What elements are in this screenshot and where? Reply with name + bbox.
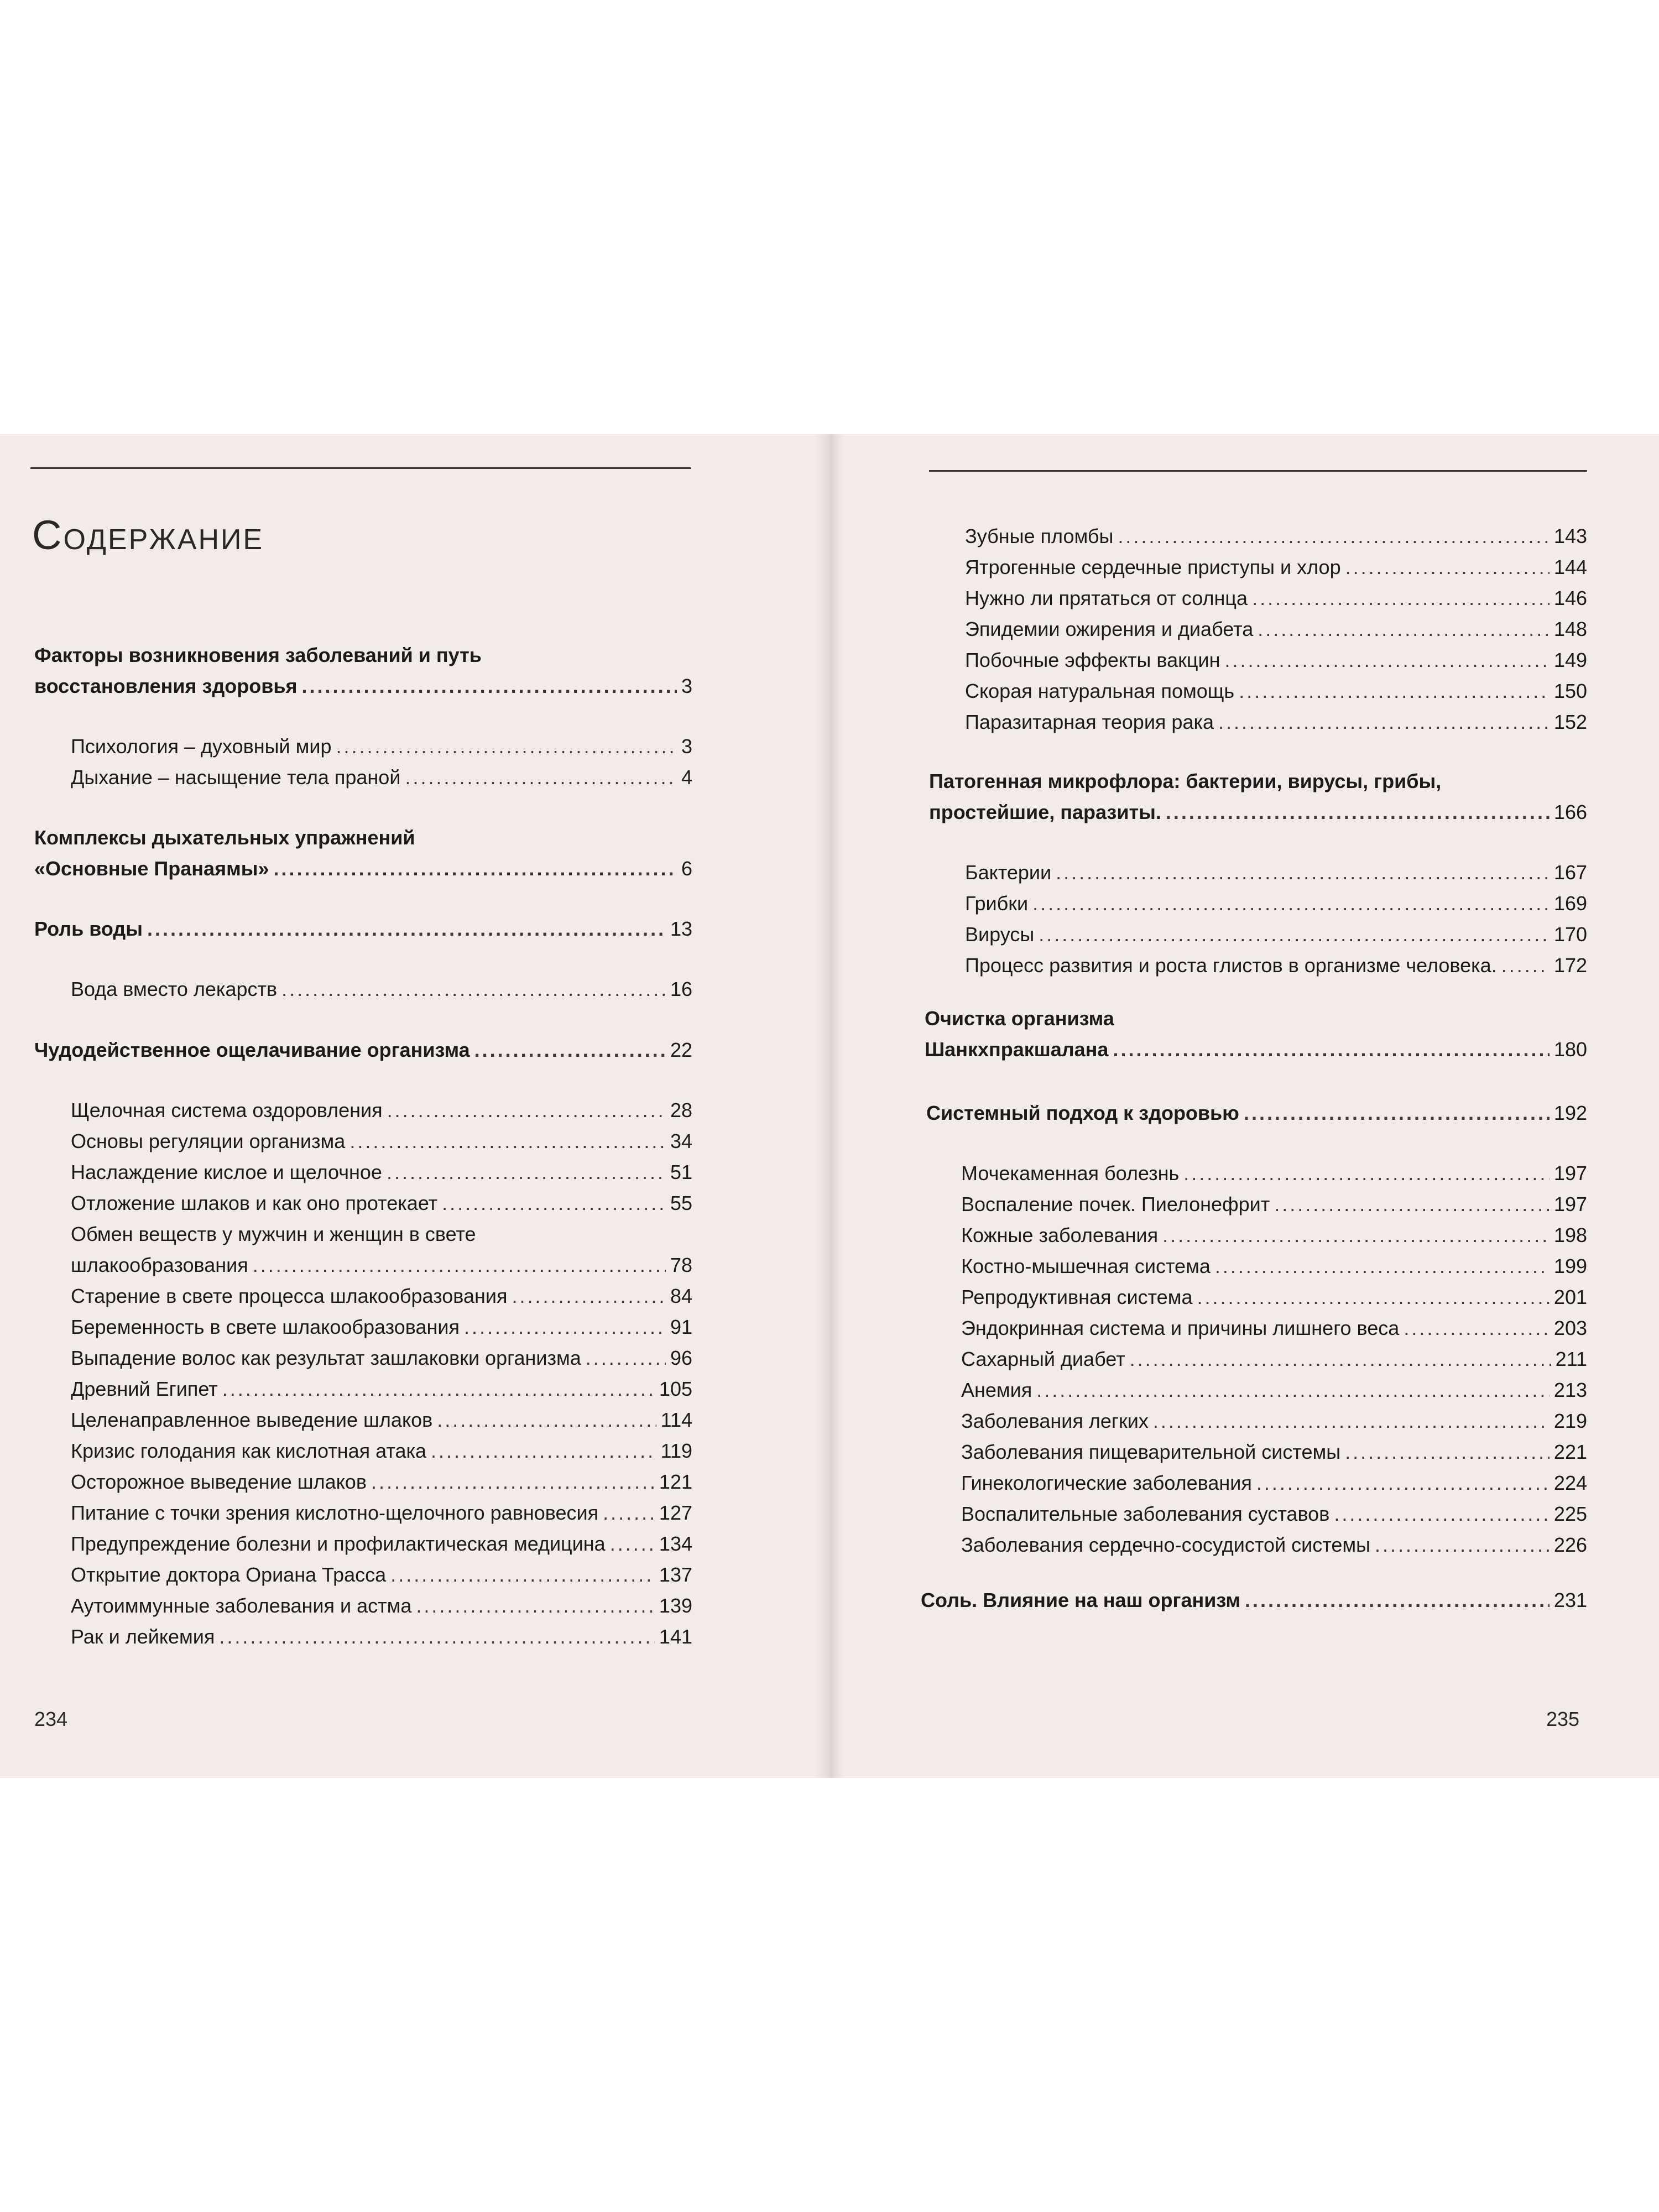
toc-entry-title: Мочекаменная болезнь: [961, 1162, 1180, 1185]
toc-entry: [71, 1281, 692, 1312]
toc-leader-dots: [1404, 1313, 1550, 1344]
toc-leader-dots: [1153, 1406, 1550, 1437]
book-gutter: [816, 434, 844, 1778]
toc-entry-title: Дыхание – насыщение тела праной: [71, 766, 401, 789]
toc-entry: [961, 1220, 1587, 1251]
toc-entry: [71, 1188, 692, 1219]
toc-leader-dots: [1252, 583, 1550, 614]
toc-entry-title: Вирусы: [965, 923, 1035, 946]
header-rule-left: [30, 467, 691, 469]
toc-entry-page: 51: [670, 1161, 692, 1183]
toc-entry-title: Анемия: [961, 1379, 1032, 1401]
toc-entry: [71, 1498, 692, 1528]
toc-entry-title: Вода вместо лекарств: [71, 978, 278, 1000]
toc-heading-entry: [929, 797, 1587, 828]
toc-entry-title: Системный подход к здоровью: [926, 1102, 1239, 1124]
toc-entry-page: 201: [1553, 1286, 1587, 1308]
toc-entry-page: 6: [681, 857, 692, 880]
toc-entry-title: восстановления здоровья: [34, 675, 298, 697]
toc-entry-page: 170: [1553, 923, 1587, 946]
toc-entry-title: простейшие, паразиты.: [929, 801, 1161, 823]
toc-entry-title: шлакообразования: [71, 1254, 248, 1276]
toc-entry: [961, 1499, 1587, 1530]
toc-entry-title: Психология – духовный мир: [71, 735, 332, 758]
toc-entry-title: Костно-мышечная система: [961, 1255, 1211, 1277]
toc-leader-dots: [405, 762, 677, 793]
toc-leader-dots: [1166, 797, 1550, 828]
toc-entry-title: Сахарный диабет: [961, 1348, 1125, 1370]
toc-entry-page: 172: [1553, 954, 1587, 977]
toc-entry-title: Репродуктивная система: [961, 1286, 1193, 1308]
toc-leader-dots: [1036, 1375, 1550, 1406]
toc-leader-dots: [1215, 1251, 1550, 1282]
toc-leader-dots: [1183, 1158, 1550, 1189]
toc-leader-dots: [1239, 676, 1550, 707]
toc-entry-page: 219: [1553, 1410, 1587, 1432]
toc-entry-page: 231: [1553, 1589, 1587, 1611]
toc-entry: [71, 1559, 692, 1590]
toc-entry-page: 55: [670, 1192, 692, 1214]
toc-leader-dots: [1256, 1468, 1550, 1499]
toc-heading-line: Комплексы дыхательных упражнений: [34, 826, 415, 849]
toc-leader-dots: [222, 1374, 655, 1405]
toc-leader-dots: [464, 1312, 666, 1343]
toc-leader-dots: [1218, 707, 1550, 738]
toc-leader-dots: [1032, 888, 1550, 919]
toc-entry-title: Заболевания пищеварительной системы: [961, 1441, 1341, 1463]
toc-entry: [71, 1405, 692, 1436]
toc-entry-page: 197: [1553, 1193, 1587, 1215]
toc-entry-title: Гинекологические заболевания: [961, 1472, 1252, 1494]
toc-entry-title: Щелочная система оздоровления: [71, 1099, 383, 1121]
toc-entry-title: «Основные Пранаямы»: [34, 857, 269, 880]
toc-leader-dots: [281, 974, 666, 1005]
toc-leader-dots: [1130, 1344, 1551, 1375]
toc-entry-title: Заболевания легких: [961, 1410, 1149, 1432]
toc-entry-title: Открытие доктора Ориана Трасса: [71, 1563, 387, 1586]
toc-entry-title: Кожные заболевания: [961, 1224, 1159, 1246]
toc-entry-title: Чудодейственное ощелачивание организма: [34, 1039, 470, 1061]
toc-entry-title: Процесс развития и роста глистов в организме человека.: [965, 954, 1497, 977]
toc-leader-dots: [1334, 1499, 1550, 1530]
toc-entry-page: 221: [1553, 1441, 1587, 1463]
toc-entry-page: 16: [670, 978, 692, 1000]
toc-leader-dots: [437, 1405, 656, 1436]
toc-entry-title: Заболевания сердечно-сосудистой системы: [961, 1533, 1370, 1556]
toc-leader-dots: [1375, 1530, 1550, 1561]
toc-entry: [965, 950, 1587, 981]
toc-leader-dots: [603, 1498, 655, 1528]
toc-entry-title: Древний Египет: [71, 1378, 218, 1400]
toc-entry-page: 146: [1553, 587, 1587, 609]
toc-entry-page: 105: [659, 1378, 692, 1400]
toc-entry: [71, 1436, 692, 1467]
toc-leader-dots: [387, 1157, 666, 1188]
toc-entry: [961, 1282, 1587, 1313]
toc-entry-page: 148: [1553, 618, 1587, 640]
toc-entry-page: 225: [1553, 1503, 1587, 1525]
toc-entry: [71, 1528, 692, 1559]
toc-entry-page: 143: [1553, 525, 1587, 547]
toc-heading-line: Патогенная микрофлора: бактерии, вирусы, грибы,: [929, 770, 1442, 792]
toc-entry: [965, 552, 1587, 583]
toc-entry-page: 28: [670, 1099, 692, 1121]
toc-entry: [961, 1437, 1587, 1468]
toc-entry-title: Старение в свете процесса шлакообразования: [71, 1285, 508, 1307]
toc-entry: [71, 1095, 692, 1126]
toc-leader-dots: [1039, 919, 1550, 950]
toc-entry-title: Бактерии: [965, 861, 1052, 884]
toc-heading-entry: [34, 914, 692, 945]
toc-entry-page: 203: [1553, 1317, 1587, 1339]
toc-entry-title: Беременность в свете шлакообразования: [71, 1316, 460, 1338]
toc-entry: [965, 614, 1587, 645]
toc-entry: [71, 1126, 692, 1157]
toc-leader-dots: [1118, 521, 1550, 552]
toc-leader-dots: [387, 1095, 666, 1126]
toc-entry-page: 197: [1553, 1162, 1587, 1185]
toc-entry-title: Целенаправленное выведение шлаков: [71, 1408, 433, 1431]
toc-entry-title: Паразитарная теория рака: [965, 711, 1214, 733]
toc-entry-page: 226: [1553, 1533, 1587, 1556]
toc-leader-dots: [586, 1343, 666, 1374]
toc-leader-dots: [1501, 950, 1550, 981]
toc-heading-line: Очистка организма: [925, 1007, 1114, 1030]
toc-heading-entry: [925, 1034, 1587, 1065]
toc-entry: [71, 1343, 692, 1374]
toc-heading-entry: [921, 1585, 1587, 1616]
toc-entry-page: 192: [1553, 1102, 1587, 1124]
toc-entry-title: Воспаление почек. Пиелонефрит: [961, 1193, 1270, 1215]
toc-entry: [965, 676, 1587, 707]
toc-entry-title: Отложение шлаков и как оно протекает: [71, 1192, 438, 1214]
toc-leader-dots: [349, 1126, 666, 1157]
toc-entry-title: Роль воды: [34, 917, 143, 940]
toc-leader-dots: [1225, 645, 1550, 676]
toc-entry-title: Осторожное выведение шлаков: [71, 1470, 367, 1493]
toc-entry-page: 150: [1553, 680, 1587, 702]
toc-entry: [965, 707, 1587, 738]
toc-entry-title: Грибки: [965, 892, 1029, 915]
toc-heading-entry: [34, 1035, 692, 1066]
toc-entry: [71, 1467, 692, 1498]
toc-entry-title: Скорая натуральная помощь: [965, 680, 1235, 702]
toc-leader-dots: [416, 1590, 655, 1621]
toc-entry: [71, 1374, 692, 1405]
toc-entry-page: 137: [659, 1563, 692, 1586]
toc-entry-title: Воспалительные заболевания суставов: [961, 1503, 1330, 1525]
toc-entry-page: 3: [681, 735, 692, 758]
toc-entry: [961, 1158, 1587, 1189]
toc-entry: [961, 1251, 1587, 1282]
toc-entry-title: Шанкхпракшалана: [925, 1038, 1109, 1061]
toc-entry-page: 134: [659, 1532, 692, 1555]
toc-leader-dots: [431, 1436, 656, 1467]
page-number-right: 235: [1546, 1708, 1580, 1730]
toc-entry-page: 121: [659, 1470, 692, 1493]
toc-leader-dots: [610, 1528, 655, 1559]
toc-entry-page: 13: [670, 917, 692, 940]
toc-leader-dots: [1274, 1189, 1550, 1220]
toc-leader-dots: [1245, 1585, 1550, 1616]
toc-leader-dots: [147, 914, 666, 945]
toc-entry: [961, 1468, 1587, 1499]
toc-entry-page: 96: [670, 1347, 692, 1369]
toc-entry: [71, 974, 692, 1005]
toc-entry: [965, 521, 1587, 552]
toc-entry-page: 213: [1553, 1379, 1587, 1401]
toc-entry: [961, 1406, 1587, 1437]
toc-entry-page: 114: [660, 1408, 692, 1431]
toc-entry-title: Рак и лейкемия: [71, 1625, 215, 1648]
toc-entry: [71, 1590, 692, 1621]
toc-entry: [961, 1530, 1587, 1561]
toc-heading-entry: [926, 1098, 1587, 1129]
toc-entry-page: 4: [681, 766, 692, 789]
toc-entry-page: 91: [670, 1316, 692, 1338]
toc-entry-page: 211: [1555, 1348, 1587, 1370]
toc-entry-title: Соль. Влияние на наш организм: [921, 1589, 1241, 1611]
toc-entry-page: 3: [681, 675, 692, 697]
toc-entry: [961, 1313, 1587, 1344]
toc-entry-title: Эндокринная система и причины лишнего веса: [961, 1317, 1400, 1339]
toc-entry: [965, 645, 1587, 676]
toc-entry: [71, 1157, 692, 1188]
toc-entry-title: Предупреждение болезни и профилактическая медицина: [71, 1532, 606, 1555]
toc-entry-line: Обмен веществ у мужчин и женщин в свете: [71, 1223, 476, 1245]
toc-leader-dots: [1345, 552, 1550, 583]
toc-entry: [71, 762, 692, 793]
toc-entry: [961, 1189, 1587, 1220]
toc-entry: [965, 583, 1587, 614]
toc-leader-dots: [1345, 1437, 1550, 1468]
toc-entry: [965, 919, 1587, 950]
toc-entry: [965, 888, 1587, 919]
page-number-left: 234: [34, 1708, 68, 1730]
toc-entry-page: 139: [659, 1594, 692, 1617]
toc-entry-page: 169: [1553, 892, 1587, 915]
toc-leader-dots: [1162, 1220, 1550, 1251]
header-rule-right: [929, 470, 1587, 472]
toc-entry-page: 34: [670, 1130, 692, 1152]
toc-entry-page: 166: [1553, 801, 1587, 823]
toc-leader-dots: [512, 1281, 666, 1312]
toc-entry: [965, 857, 1587, 888]
toc-entry-page: 144: [1553, 556, 1587, 578]
toc-entry-page: 149: [1553, 649, 1587, 671]
toc-heading-entry: [34, 671, 692, 702]
page-title: Содержание: [32, 512, 264, 558]
toc-leader-dots: [302, 671, 677, 702]
toc-entry-title: Нужно ли прятаться от солнца: [965, 587, 1248, 609]
toc-entry-title: Основы регуляции организма: [71, 1130, 346, 1152]
toc-entry-title: Выпадение волос как результат зашлаковки организма: [71, 1347, 581, 1369]
toc-entry-title: Ятрогенные сердечные приступы и хлор: [965, 556, 1341, 578]
toc-leader-dots: [390, 1559, 655, 1590]
toc-entry: [71, 731, 692, 762]
toc-entry-title: Аутоиммунные заболевания и астма: [71, 1594, 412, 1617]
toc-entry-page: 180: [1553, 1038, 1587, 1061]
toc-entry-page: 127: [659, 1501, 692, 1524]
toc-leader-dots: [336, 731, 677, 762]
toc-entry: [71, 1250, 692, 1281]
toc-entry-title: Наслаждение кислое и щелочное: [71, 1161, 382, 1183]
toc-leader-dots: [273, 853, 676, 884]
toc-entry-title: Питание с точки зрения кислотно-щелочного равновесия: [71, 1501, 599, 1524]
toc-leader-dots: [1113, 1034, 1549, 1065]
toc-entry-page: 119: [660, 1439, 692, 1462]
toc-leader-dots: [1244, 1098, 1550, 1129]
toc-leader-dots: [371, 1467, 655, 1498]
toc-entry: [71, 1312, 692, 1343]
toc-heading-line: Факторы возникновения заболеваний и путь: [34, 644, 482, 666]
toc-entry-page: 224: [1553, 1472, 1587, 1494]
toc-leader-dots: [1056, 857, 1550, 888]
toc-leader-dots: [253, 1250, 666, 1281]
toc-entry-page: 152: [1553, 711, 1587, 733]
toc-heading-entry: [34, 853, 692, 884]
toc-entry-page: 167: [1553, 861, 1587, 884]
toc-entry: [961, 1375, 1587, 1406]
toc-entry: [71, 1621, 692, 1652]
toc-leader-dots: [442, 1188, 666, 1219]
toc-entry-title: Зубные пломбы: [965, 525, 1114, 547]
toc-leader-dots: [1197, 1282, 1549, 1313]
toc-entry: [961, 1344, 1587, 1375]
toc-entry-page: 78: [670, 1254, 692, 1276]
toc-leader-dots: [474, 1035, 666, 1066]
toc-entry-page: 198: [1553, 1224, 1587, 1246]
toc-entry-page: 141: [659, 1625, 692, 1648]
toc-entry-title: Побочные эффекты вакцин: [965, 649, 1220, 671]
toc-leader-dots: [219, 1621, 655, 1652]
toc-entry-page: 22: [670, 1039, 692, 1061]
toc-entry-title: Кризис голодания как кислотная атака: [71, 1439, 427, 1462]
toc-entry-title: Эпидемии ожирения и диабета: [965, 618, 1254, 640]
toc-entry-page: 199: [1553, 1255, 1587, 1277]
toc-entry-page: 84: [670, 1285, 692, 1307]
toc-leader-dots: [1258, 614, 1550, 645]
